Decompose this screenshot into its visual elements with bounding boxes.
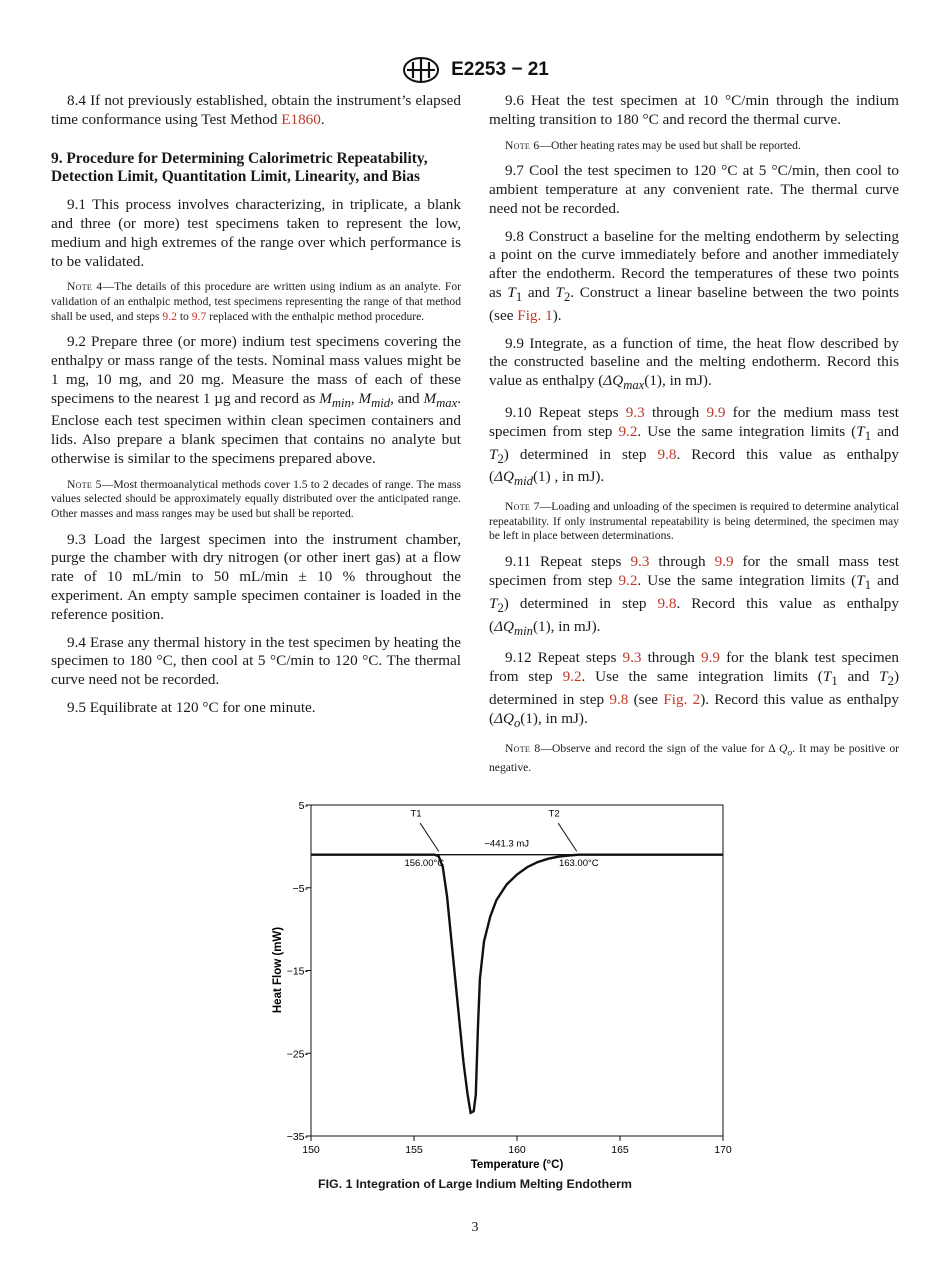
link-step-9-2[interactable]: 9.2 bbox=[562, 668, 582, 686]
y-tick-label: −35- bbox=[286, 1131, 308, 1143]
note-8: Note 8—Observe and record the sign of the value for Δ $Q_o$. It may be positive or negative. bbox=[489, 741, 900, 774]
paragraph-9-10: 9.10 Repeat steps 9.3 through 9.9 for the medium mass test specimen from step 9.2. Use the same integration limits ($T_1$ and $T_2$) determined in step 9.8. Record this value as enthalpy ($\Delta Q_{mid}(1)$ , in mJ). bbox=[489, 404, 899, 489]
link-step-9-8[interactable]: 9.8 bbox=[657, 445, 677, 463]
link-step-9-8[interactable]: 9.8 bbox=[609, 690, 629, 708]
link-step-9-3[interactable]: 9.3 bbox=[625, 404, 645, 422]
t1-temp-label: 156.00°C bbox=[404, 858, 445, 870]
link-step-9-3[interactable]: 9.3 bbox=[630, 553, 650, 571]
page-number: 3 bbox=[471, 1220, 479, 1235]
x-tick-label: 150 bbox=[302, 1144, 320, 1156]
standard-designation: E2253 − 21 bbox=[451, 59, 549, 80]
t2-temp-label: 163.00°C bbox=[558, 858, 599, 870]
x-tick-label: 155 bbox=[405, 1144, 423, 1156]
link-step-9-3[interactable]: 9.3 bbox=[622, 649, 642, 667]
heat-flow-series-line bbox=[311, 855, 723, 1113]
paragraph-9-3: 9.3 Load the largest specimen into the instrument chamber, purge the chamber with dry nitrogen (or other inert gas) at a flow rate of 10 mL/min to 50 mL/min ± 10 % throughout the experiment. An empty sample specimen container is loaded in the reference position. bbox=[51, 530, 461, 623]
paragraph-9-12: 9.12 Repeat steps 9.3 through 9.9 for the blank test specimen from step 9.2. Use the same integration limits ($T_1$ and $T_2$) determined in step 9.8 (see Fig. 2). Record this value as enthalpy ($\Delta Q_o(1)$, in mJ). bbox=[489, 649, 900, 730]
paragraph-9-1: 9.1 This process involves characterizing, in triplicate, a blank and three (or more) test specimens taken to represent the low, medium and high extremes of the range over which performance is to be validated. bbox=[51, 196, 461, 270]
y-tick-label: 5- bbox=[298, 800, 308, 812]
t1-label: T1 bbox=[410, 808, 422, 820]
enthalpy-label: −441.3 mJ bbox=[484, 838, 530, 850]
x-tick-label: 170 bbox=[714, 1144, 732, 1156]
paragraph-9-11: 9.11 Repeat steps 9.3 through 9.9 for the small mass test specimen from step 9.2. Use the same integration limits ($T_1$ and $T_2$) determined in step 9.8. Record this value as enthalpy ($\Delta Q_{min}(1)$, in mJ). bbox=[489, 553, 899, 638]
right-column bbox=[489, 92, 899, 784]
link-fig-1[interactable]: Fig. 1 bbox=[517, 306, 553, 324]
y-tick-label: −5- bbox=[292, 882, 308, 895]
paragraph-9-9: 9.9 Integrate, as a function of time, the heat flow described by the constructed baseline and the melting endotherm. Record this value as enthalpy ($\Delta Q_{max}(1)$, in mJ). bbox=[489, 334, 899, 393]
note-7: Note 7—Loading and unloading of the specimen is required to determine analytical repeatability. If only instrumental repeatability is being determined, the specimen may be left in place between determinations. bbox=[489, 500, 900, 543]
note-6: Note 6—Other heating rates may be used but shall be reported. bbox=[505, 138, 801, 152]
link-step-9-7[interactable]: 9.7 bbox=[191, 309, 207, 323]
section-9-heading: 9. Procedure for Determining Calorimetric Repeatability, Detection Limit, Quantitation Limit, Linearity, and Bias bbox=[51, 149, 428, 186]
link-step-9-2[interactable]: 9.2 bbox=[162, 309, 177, 323]
paragraph-9-8: 9.8 Construct a baseline for the melting endotherm by selecting a point on the curve immediately before and another immediately after the endotherm. Record the temperatures of these two points as $T_1$ and $T_2$. Construct a linear baseline between the two points (see Fig. 1). bbox=[489, 227, 899, 324]
link-step-9-8[interactable]: 9.8 bbox=[657, 594, 677, 612]
link-step-9-9[interactable]: 9.9 bbox=[706, 404, 726, 422]
paragraph-9-5: 9.5 Equilibrate at 120 °C for one minute. bbox=[67, 698, 316, 716]
link-fig-2[interactable]: Fig. 2 bbox=[663, 690, 701, 708]
y-tick-label: −25- bbox=[286, 1048, 308, 1061]
t2-arrow bbox=[558, 823, 577, 851]
astm-logo-icon bbox=[401, 56, 441, 84]
t1-arrow bbox=[420, 823, 439, 851]
link-step-9-9[interactable]: 9.9 bbox=[714, 553, 734, 571]
link-step-9-2[interactable]: 9.2 bbox=[618, 571, 638, 589]
heat-flow-chart bbox=[0, 790, 950, 1190]
note-4: Note 4—The details of this procedure are written using indium as an analyte. For validation of an enthalpic method, test specimens representing the range of that method shall be used, and steps 9.2 to 9.7 replaced with the enthalpic method procedure. bbox=[51, 280, 462, 323]
x-tick-label: 165 bbox=[611, 1144, 629, 1156]
link-e1860[interactable]: E1860 bbox=[281, 110, 321, 128]
figure-1 bbox=[0, 790, 950, 1190]
paragraph-8-4: 8.4 If not previously established, obtain the instrument’s elapsed time conformance using Test Method E1860. bbox=[51, 92, 461, 128]
y-axis-label: Heat Flow (mW) bbox=[272, 926, 284, 1014]
x-axis-label: Temperature (°C) bbox=[470, 1159, 564, 1171]
paragraph-9-6: 9.6 Heat the test specimen at 10 °C/min through the indium melting transition to 180 °C and record the thermal curve. bbox=[489, 92, 899, 128]
link-step-9-9[interactable]: 9.9 bbox=[700, 649, 720, 667]
t2-label: T2 bbox=[548, 808, 560, 820]
note-5: Note 5—Most thermoanalytical methods cover 1.5 to 2 decades of range. The mass values selected should be approximately equally distributed over the anticipated range. Other masses and mass ranges may be used but shall be reported. bbox=[51, 477, 461, 520]
y-tick-label: −15- bbox=[286, 965, 308, 978]
left-column bbox=[51, 92, 461, 727]
page-header bbox=[0, 56, 950, 84]
paragraph-9-4: 9.4 Erase any thermal history in the test specimen by heating the specimen to 180 °C, then cool at 5 °C/min to 120 °C. The thermal curve need not be recorded. bbox=[51, 633, 461, 689]
x-tick-label: 160 bbox=[508, 1144, 526, 1156]
paragraph-9-7: 9.7 Cool the test specimen to 120 °C at 5 °C/min, then cool to ambient temperature at any convenient rate. The thermal curve need not be recorded. bbox=[489, 162, 899, 217]
link-step-9-2[interactable]: 9.2 bbox=[618, 422, 638, 440]
paragraph-9-2: 9.2 Prepare three (or more) indium test specimens covering the enthalpy or mass range of the tests. Nominal mass values might be 1 mg, 10 mg, and 20 mg. Measure the mass of each of these specimens to the nearest 1 µg and record as $M_{min}$, $M_{mid}$, and $M_{max}$. Enclose each test specimen within clean specimen containers and lids. Also prepare a blank specimen that contains no analyte but otherwise is similar to the specimens prepared above. bbox=[51, 333, 461, 467]
figure-caption: FIG. 1 Integration of Large Indium Melting Endotherm bbox=[318, 1177, 632, 1191]
